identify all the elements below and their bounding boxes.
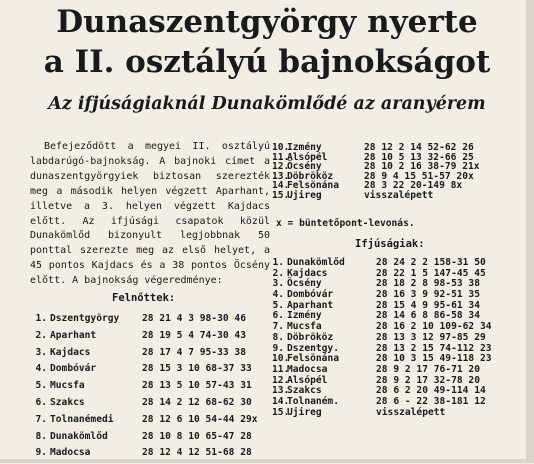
team-rank: 12. xyxy=(272,374,290,386)
team-rank: 13. xyxy=(272,170,290,182)
team-rank: 4. xyxy=(272,289,284,301)
team-name: Mucsfa xyxy=(50,380,85,392)
team-name: Aparhant xyxy=(287,299,334,311)
team-name: Dszentgyörgy xyxy=(50,313,120,324)
team-stats: 28 12 4 12 51-68 28 xyxy=(142,447,252,459)
team-stats: 28 14 2 12 68-62 30 xyxy=(142,396,252,408)
team-stats: 28 10 8 10 65-47 28 xyxy=(142,430,252,442)
team-stats: 28 19 5 4 74-30 43 xyxy=(142,329,246,341)
team-stats: visszalépett xyxy=(376,406,446,418)
team-name: Öcsény xyxy=(287,278,322,290)
team-rank: 8. xyxy=(272,331,284,343)
team-rank: 11. xyxy=(272,363,290,375)
team-rank: 14. xyxy=(272,180,290,191)
team-rank: 14. xyxy=(272,395,290,407)
team-stats: 28 13 3 12 97-85 29 xyxy=(376,331,486,343)
team-rank: 5. xyxy=(35,380,47,392)
team-stats: 28 16 2 10 109-62 34 xyxy=(376,321,492,333)
team-name: Tolnaném. xyxy=(287,395,339,407)
team-name: Ujireg xyxy=(287,189,322,201)
team-stats: 28 24 2 2 158-31 50 xyxy=(376,257,486,268)
team-rank: 6. xyxy=(35,396,47,408)
team-name: Dunakömlőd xyxy=(287,257,345,268)
team-name: Madocsa xyxy=(287,363,328,375)
team-stats: 28 15 3 10 68-37 33 xyxy=(142,363,252,375)
team-name: Izmény xyxy=(287,142,322,153)
team-name: Döbrököz xyxy=(287,170,334,182)
team-stats: 28 12 6 10 54-44 29x xyxy=(142,413,258,425)
team-rank: 7. xyxy=(272,321,284,333)
team-stats: 28 9 2 17 76-71 20 xyxy=(376,363,480,375)
page-edge-bottom xyxy=(0,459,534,463)
team-stats: visszalépett xyxy=(364,189,434,201)
team-rank: 15. xyxy=(272,406,290,418)
team-name: Aparhant xyxy=(50,329,97,341)
team-rank: 13. xyxy=(272,385,290,397)
legend-note: x = büntetőpont-levonás. xyxy=(276,218,415,229)
team-rank: 11. xyxy=(272,151,290,163)
team-name: Tolnanémedi xyxy=(50,413,114,425)
team-rank: 9. xyxy=(35,447,47,459)
team-rank: 9. xyxy=(272,342,284,354)
team-rank: 3. xyxy=(272,278,284,290)
intro-paragraph: Befejeződött a megyei II. osztályú labdarúgó-bajnokság. A bajnoki címet a dunaszentgyörgyiek biztosan szerezték meg a második helyen végzett Aparhant, illetve a 3. helyen végzett Kajdacs előtt. Az ifjúsági csapatok közül Dunakömlőd bizonyult legjobbnak 50 ponttal szerezte meg az első helyet, a 45 pontos Kajdacs és a 38 pontos Öcsény előtt. A bajnokság végeredménye: xyxy=(30,141,270,287)
team-stats: 28 6 2 20 49-114 14 xyxy=(376,385,486,397)
team-stats: 28 13 2 15 74-112 23 xyxy=(376,342,492,354)
team-name: Mucsfa xyxy=(287,321,322,333)
team-rank: 10. xyxy=(272,142,290,153)
team-stats: 28 10 3 15 49-118 23 xyxy=(376,353,492,365)
team-name: Öcsény xyxy=(287,161,322,172)
team-stats: 28 12 2 14 52-62 26 xyxy=(364,142,474,153)
team-rank: 5. xyxy=(272,299,284,311)
team-rank: 4. xyxy=(35,363,47,375)
team-stats: 28 17 4 7 95-33 38 xyxy=(142,346,246,358)
team-name: Ujireg xyxy=(287,406,322,418)
team-name: Szakcs xyxy=(287,385,322,397)
team-name: Madocsa xyxy=(50,447,91,459)
team-rank: 15. xyxy=(272,189,290,201)
team-stats: 28 6 - 22 38-181 12 xyxy=(376,395,486,407)
team-stats: 28 10 2 16 38-79 21x xyxy=(364,161,480,172)
team-name: Alsópél xyxy=(287,151,328,163)
team-rank: 2. xyxy=(35,329,47,341)
team-stats: 28 9 4 15 51-57 20x xyxy=(364,170,474,182)
team-rank: 7. xyxy=(35,413,47,425)
team-rank: 3. xyxy=(35,346,47,358)
team-name: Kajdacs xyxy=(50,346,91,358)
team-stats: 28 9 2 17 32-78 20 xyxy=(376,374,480,386)
team-name: Dszentgy. xyxy=(287,342,339,354)
team-rank: 2. xyxy=(272,267,284,279)
team-stats: 28 15 4 9 95-61 34 xyxy=(376,299,480,311)
team-rank: 8. xyxy=(35,430,47,442)
ifjusagiak-heading: Ifjúságiak: xyxy=(355,238,425,250)
team-rank: 6. xyxy=(272,310,284,322)
team-name: Felsönána xyxy=(287,180,339,191)
team-stats: 28 3 22 20-149 8x xyxy=(364,180,463,191)
team-name: Dombóvár xyxy=(287,289,334,301)
headline-line-1: Dunaszentgyörgy nyerte xyxy=(56,4,478,40)
team-stats: 28 18 2 8 98-53 38 xyxy=(376,278,480,290)
team-name: Szakcs xyxy=(50,396,85,408)
team-name: Izmény xyxy=(287,310,322,322)
team-name: Döbrököz xyxy=(287,331,334,343)
team-name: Dunakömlőd xyxy=(50,430,108,442)
felnottek-heading: Felnőttek: xyxy=(112,292,176,304)
team-name: Felsönána xyxy=(287,353,339,365)
team-stats: 28 13 5 10 57-43 31 xyxy=(142,380,252,392)
team-stats: 28 14 6 8 86-58 34 xyxy=(376,310,480,322)
subheadline: Az ifjúságiaknál Dunakömlődé az aranyérem xyxy=(48,94,486,114)
team-stats: 28 16 3 9 92-51 35 xyxy=(376,289,480,301)
team-stats: 28 22 1 5 147-45 45 xyxy=(376,267,486,279)
team-stats: 28 21 4 3 98-30 46 xyxy=(142,313,246,324)
team-name: Kajdacs xyxy=(287,267,328,279)
team-rank: 1. xyxy=(35,313,47,324)
team-stats: 28 10 5 13 32-66 25 xyxy=(364,151,474,163)
headline-line-2: a II. osztályú bajnokságot xyxy=(43,44,491,80)
team-rank: 12. xyxy=(272,161,290,172)
team-rank: 1. xyxy=(272,257,284,268)
team-name: Alsópél xyxy=(287,374,328,386)
team-name: Dombóvár xyxy=(50,363,97,375)
team-rank: 10. xyxy=(272,353,290,365)
